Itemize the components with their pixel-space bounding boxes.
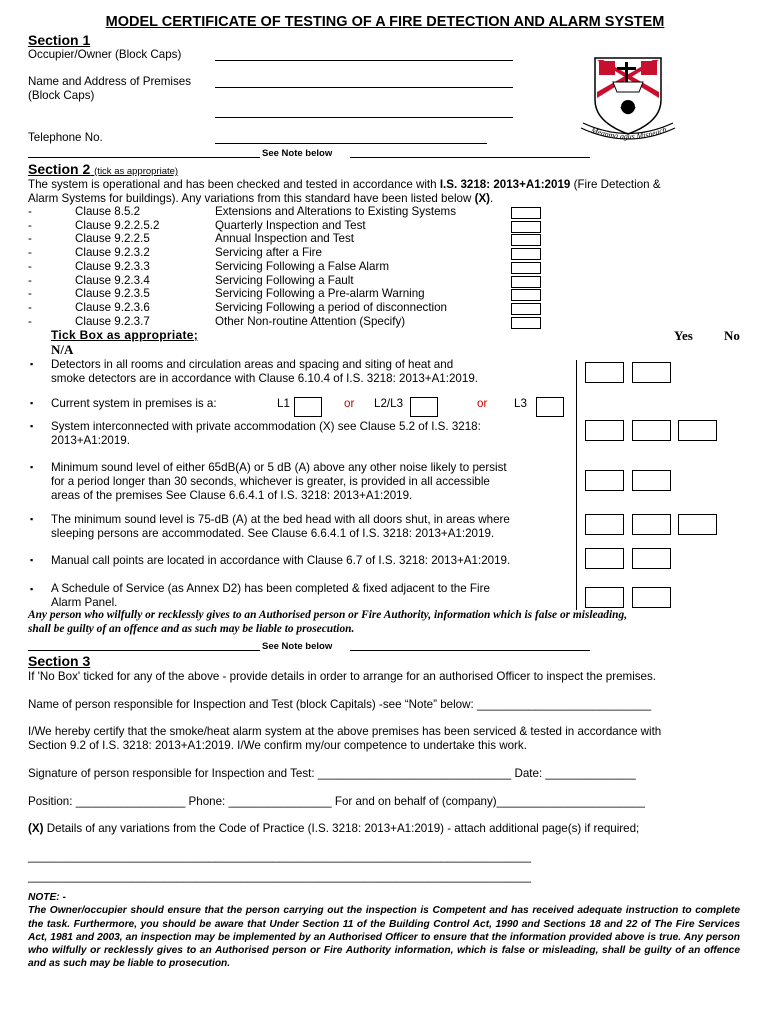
see-note-below: See Note below (262, 641, 333, 652)
bullet: ▪ (30, 462, 34, 472)
variation-details-label: (X) Details of any variations from the Code of Practice (I.S. 3218: 2013+A1:2019) - attach additional page(s) if required; (28, 822, 640, 835)
clause-number: Clause 9.2.3.3 (75, 259, 150, 273)
divider-left (28, 157, 260, 158)
address-field-1[interactable] (215, 87, 513, 88)
check-item-interconnected: System interconnected with private accommodation (X) see Clause 5.2 of I.S. 3218: 2013+A1:2019. (51, 420, 481, 447)
signature-date-field[interactable]: Signature of person responsible for Inspection and Test: ______________________________ Date: ______________ (28, 767, 636, 780)
column-divider (576, 360, 577, 610)
legal-note (28, 891, 740, 971)
check-item-min-sound-level: Minimum sound level of either 65dB(A) or 5 dB (A) above any other noise likely to persist for a period longer than 30 seconds, whichever is greater, is provided in all accessible areas of the premises See Clause 6.6.4.1 of I.S. 3218: 2013+A1:2019. (51, 461, 507, 502)
certify-line-1: I/We hereby certify that the smoke/heat alarm system at the above premises has been serviced & tested in accordance with (28, 725, 662, 738)
detectors-no-checkbox[interactable] (632, 362, 671, 383)
check-item-call-points: Manual call points are located in accordance with Clause 6.7 of I.S. 3218: 2013+A1:2019. (51, 554, 511, 567)
warning-line-2: shall be guilty of an offence and as such may be liable to prosecution. (28, 623, 355, 635)
clause-number: Clause 9.2.3.6 (75, 300, 150, 314)
clause-dash: - (28, 259, 32, 273)
divider-right (350, 157, 590, 158)
telephone-field[interactable] (215, 143, 487, 144)
bullet: ▪ (30, 421, 34, 431)
clause-checkbox[interactable] (511, 276, 541, 288)
clause-checkbox[interactable] (511, 317, 541, 329)
no-column-header: No (724, 328, 740, 343)
or-label: or (477, 397, 488, 410)
see-note-below: See Note below (262, 148, 333, 159)
call-points-yes-checkbox[interactable] (585, 548, 624, 569)
bed-head-na-checkbox[interactable] (678, 514, 717, 535)
check-item-detectors: Detectors in all rooms and circulation areas and spacing and siting of heat and smoke detectors are in accordance with Clause 6.10.4 of I.S. 3218: 2013+A1:2019. (51, 358, 478, 385)
section-1-heading: Section 1 (28, 32, 91, 48)
call-points-no-checkbox[interactable] (632, 548, 671, 569)
divider-right (350, 650, 590, 651)
clause-description: Servicing Following a Pre-alarm Warning (215, 287, 425, 301)
clause-description: Servicing Following a period of disconnection (215, 300, 448, 314)
check-item-bed-head-sound: The minimum sound level is 75-dB (A) at the bed head with all doors shut, in areas where sleeping persons are accommodated. See Clause 6.6.4.1 of I.S. 3218: 2013+A1:2019. (51, 513, 510, 540)
bed-head-yes-checkbox[interactable] (585, 514, 624, 535)
clause-number: Clause 9.2.3.2 (75, 246, 150, 260)
responsible-person-name-field[interactable]: Name of person responsible for Inspection and Test (block Capitals) -see “Note” below: ___________________________ (28, 698, 652, 711)
clause-description: Annual Inspection and Test (215, 232, 355, 246)
clause-checkbox[interactable] (511, 248, 541, 260)
clause-checkbox[interactable] (511, 221, 541, 233)
section-2-intro-line-2: Alarm Systems for buildings). Any variations from this standard have been listed below (X). (28, 192, 494, 205)
position-phone-company-field[interactable]: Position: _________________ Phone: ________________ For and on behalf of (company)_______________________ (28, 795, 645, 808)
clause-number: Clause 9.2.3.7 (75, 314, 150, 328)
bullet: ▪ (30, 398, 34, 408)
warning-line-1: Any person who wilfully or recklessly gives to an Authorised person or Fire Authority, information which is false or misleading, (28, 609, 628, 621)
section-2-heading: Section 2 (tick as appropriate) (28, 161, 179, 177)
level-l2l3-label: L2/L3 (374, 397, 404, 410)
clause-dash: - (28, 205, 32, 218)
clause-number: Clause 9.2.3.5 (75, 287, 150, 301)
crest-motto: Meanma agus Misneach (589, 124, 668, 142)
min-sound-no-checkbox[interactable] (632, 470, 671, 491)
check-item-schedule: A Schedule of Service (as Annex D2) has been completed & fixed adjacent to the Fire Alarm Panel. (51, 582, 490, 609)
level-l3-checkbox[interactable] (536, 397, 564, 417)
no-box-instruction: If 'No Box' ticked for any of the above - provide details in order to arrange for an authorised Officer to inspect the premises. (28, 670, 657, 683)
current-system-label: Current system in premises is a: (51, 397, 217, 410)
clause-checkbox[interactable] (511, 289, 541, 301)
note-heading: NOTE: - (28, 892, 66, 903)
or-label: or (344, 397, 355, 410)
clause-dash: - (28, 246, 32, 260)
note-text: The Owner/occupier should ensure that the person carrying out the inspection is Competent and has received adequate instruction to complete the task. Furthermore, you should be aware that Under Section 11 of the Building Control Act, 1990 and Sections 18 and 22 of The Fire Services Act, 1981 and 2003, an inspection may be implemented by an Authorised Officer to ensure that the information provided above is true. Any person who wilfully or recklessly gives to an Authorised person or Fire Authority information, which is false or misleading, shall be guilty of an offence and as such may be liable to prosecution. (28, 905, 740, 970)
clause-dash: - (28, 314, 32, 328)
interconnected-no-checkbox[interactable] (632, 420, 671, 441)
occupier-field[interactable] (215, 60, 513, 61)
clause-number: Clause 8.5.2 (75, 205, 141, 218)
page-title: MODEL CERTIFICATE OF TESTING OF A FIRE DETECTION AND ALARM SYSTEM (105, 14, 665, 30)
telephone-label: Telephone No. (28, 131, 103, 144)
clause-dash: - (28, 300, 32, 314)
clause-checkbox[interactable] (511, 303, 541, 315)
yes-column-header: Yes (674, 328, 693, 343)
clause-description: Servicing Following a Fault (215, 273, 354, 287)
certify-line-2: Section 9.2 of I.S. 3218: 2013+A1:2019. I/We confirm my/our competence to undertake this work. (28, 739, 527, 752)
clause-description: Quarterly Inspection and Test (215, 218, 366, 232)
min-sound-yes-checkbox[interactable] (585, 470, 624, 491)
divider-left (28, 650, 260, 651)
section-2-tick-note: (tick as appropriate) (94, 166, 179, 177)
bullet: ▪ (30, 514, 34, 524)
bullet: ▪ (30, 359, 34, 369)
na-column-header: N/A (51, 342, 74, 357)
bullet: ▪ (30, 555, 34, 565)
clause-number: Clause 9.2.2.5.2 (75, 218, 160, 232)
clause-dash: - (28, 218, 32, 232)
clause-dash: - (28, 273, 32, 287)
address-label: Name and Address of Premises (28, 75, 192, 88)
clause-description: Servicing after a Fire (215, 246, 322, 260)
occupier-label: Occupier/Owner (Block Caps) (28, 48, 182, 61)
schedule-no-checkbox[interactable] (632, 587, 671, 608)
section-2-intro-line-1: The system is operational and has been checked and tested in accordance with I.S. 3218: 2013+A1:2019 (Fire Detection & (28, 178, 661, 191)
interconnected-na-checkbox[interactable] (678, 420, 717, 441)
level-l1-checkbox[interactable] (294, 397, 322, 417)
clause-description: Other Non-routine Attention (Specify) (215, 314, 406, 328)
bed-head-no-checkbox[interactable] (632, 514, 671, 535)
bullet: ▪ (30, 584, 34, 594)
variation-details-line-2[interactable]: ______________________________________________________________________________ (28, 870, 531, 883)
address-field-2[interactable] (215, 117, 513, 118)
interconnected-yes-checkbox[interactable] (585, 420, 624, 441)
clause-dash: - (28, 287, 32, 301)
clause-number: Clause 9.2.3.4 (75, 273, 150, 287)
clause-number: Clause 9.2.2.5 (75, 232, 150, 246)
section-3-heading: Section 3 (28, 653, 91, 669)
clause-description: Servicing Following a False Alarm (215, 259, 389, 273)
clause-description: Extensions and Alterations to Existing Systems (215, 205, 457, 218)
schedule-yes-checkbox[interactable] (585, 587, 624, 608)
level-l3-label: L3 (514, 397, 527, 410)
clause-checkbox[interactable] (511, 207, 541, 219)
clause-checkbox[interactable] (511, 262, 541, 274)
clause-dash: - (28, 232, 32, 246)
variation-details-line-1[interactable]: ______________________________________________________________________________ (28, 850, 531, 863)
level-l1-label: L1 (277, 397, 290, 410)
clause-checkbox[interactable] (511, 234, 541, 246)
address-label-block-caps: (Block Caps) (28, 89, 95, 102)
level-l2l3-checkbox[interactable] (410, 397, 438, 417)
detectors-yes-checkbox[interactable] (585, 362, 624, 383)
county-crest-logo (577, 52, 679, 152)
tick-box-label: Tick Box as appropriate; (51, 328, 199, 342)
